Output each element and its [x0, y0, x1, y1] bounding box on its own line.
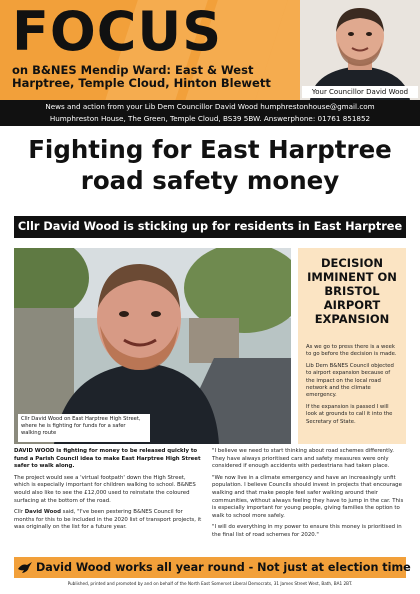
ward-subtitle: [12, 64, 300, 90]
portrait-illustration: [300, 0, 420, 100]
article-lead: DAVID WOOD is fighting for money to be released quickly to fund a Parish Council idea to make East Harptree High Street safer to walk along.: [14, 448, 201, 470]
ward-line-1: on B&NES Mendip Ward: East & West: [12, 63, 254, 77]
sidebar-paragraph: As we go to press there is a week to go before the decision is made.: [306, 344, 397, 358]
article-paragraph: "I will do everything in my power to ensure this money is prioritised in the final list of road schemes for 2020.": [212, 524, 402, 538]
sidebar-paragraph: If the expansion is passed I will look at grounds to call it into the Secretary of State.: [306, 403, 393, 425]
councillor-name: David Wood: [24, 509, 61, 516]
councillor-portrait: [300, 0, 420, 100]
main-headline: [0, 134, 420, 196]
contact-line-1: News and action from your Lib Dem Councillor David Wood humphrestonhouse@gmail.com: [45, 102, 375, 111]
imprint-line: Published, printed and promoted by and on behalf of the North East Somerset Liberal Democrats, 31 James Street West, Bath, BA1 2BT.: [67, 581, 353, 586]
article-paragraph: "I believe we need to start thinking about road schemes differently. They have always prioritised cars and safety measures were only considered if enough accidents with pedestrians had taken place.: [212, 448, 394, 470]
portrait-caption: Your Councillor David Wood: [302, 86, 418, 98]
sidebar-body: [306, 344, 400, 430]
subheadline-bar: Cllr David Wood is sticking up for residents in East Harptree: [14, 216, 406, 238]
article-column-1: [14, 448, 202, 536]
article-paragraph: [14, 509, 202, 532]
quote-text: said, "I've been pestering B&NES Council for months for this to be included in the 2020 list of transport projects, it was originally on the list for a future year.: [14, 509, 202, 531]
contact-bar: [0, 100, 420, 126]
sidebar-title: DECISION IMMINENT ON BRISTOL AIRPORT EXPANSION: [307, 256, 397, 326]
contact-line-2: Humphreston House, The Green, Temple Cloud, BS39 5BW. Answerphone: 01761 851852: [49, 114, 371, 123]
headline-line-1: Fighting for East Harptree: [28, 135, 392, 164]
article-paragraph: The project would see a 'virtual footpath' down the High Street, which is especially important for children walking to school. B&NES would also like to see the £12,000 used to reinstate the coloured surfacing at the bottom of the road.: [14, 474, 196, 504]
article-column-2: [212, 448, 406, 544]
article-paragraph: "We now live in a climate emergency and have an increasingly unfit population. I believe Councils should invest in projects that encourage walking and that make people feel safer walking around their communities, without always feeling they have to jump in the car. This is especially important for young people, giving families the option to walk to school more safely.: [212, 474, 404, 519]
sidebar-paragraph: Lib Dem B&NES Council objected to airport expansion because of the impact on the local road network and the climate emergency.: [306, 362, 394, 399]
quote-prefix: Cllr: [14, 509, 25, 516]
libdem-bird-icon: [17, 560, 33, 575]
headline-line-2: road safety money: [80, 166, 340, 195]
footer-slogan: David Wood works all year round - Not just at election time: [36, 561, 411, 574]
ward-line-2: Harptree, Temple Cloud, Hinton Blewett: [12, 76, 271, 90]
masthead-title: FOCUS: [12, 0, 223, 63]
main-photo-caption: Cllr David Wood on East Harptree High Street, where he is fighting for funds for a safer walking route: [18, 414, 150, 442]
